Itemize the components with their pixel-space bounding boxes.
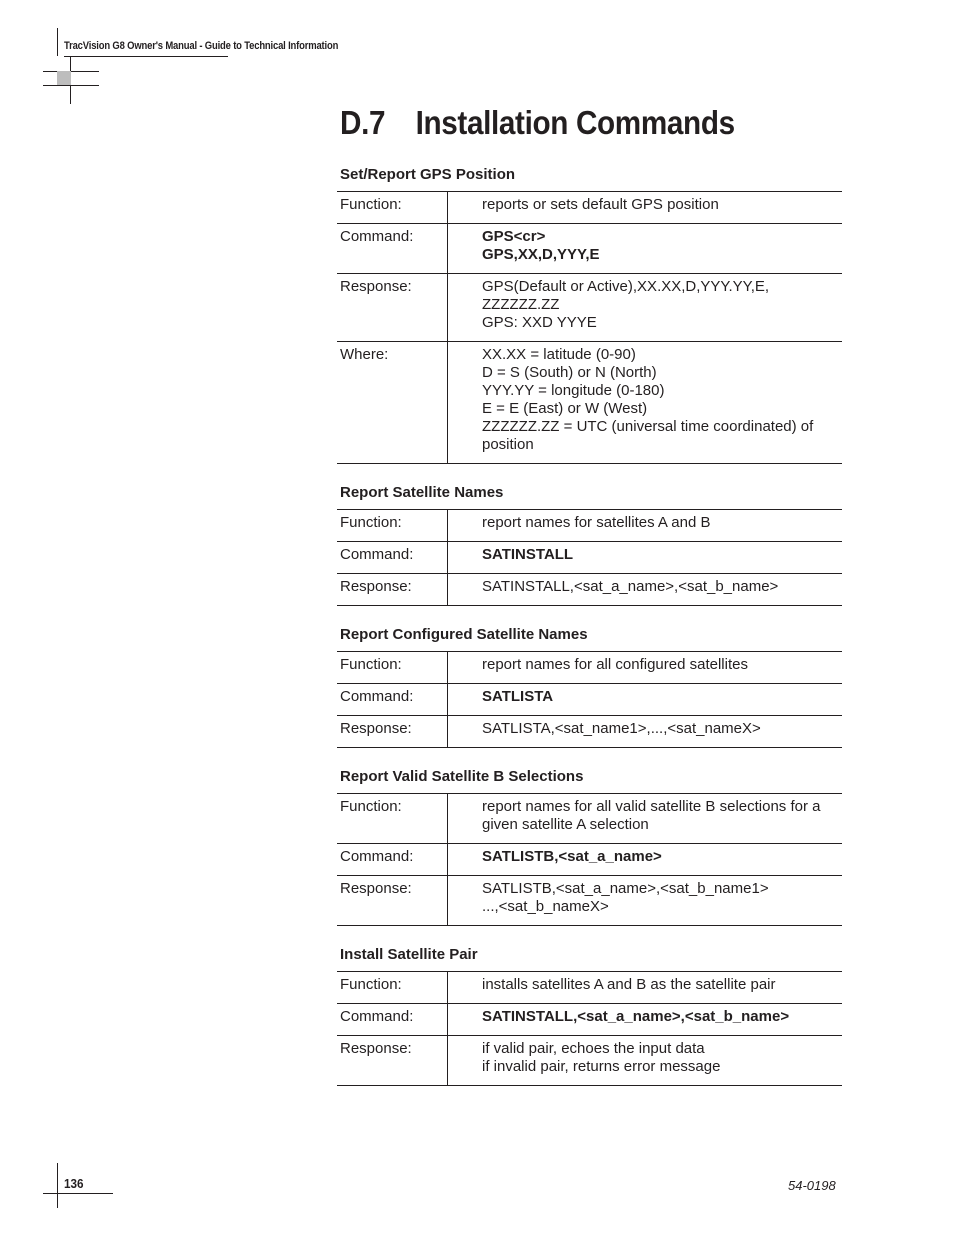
value-line: SATINSTALL,<sat_a_name>,<sat_b_name> (482, 1008, 790, 1025)
row-label: Command: (337, 1004, 448, 1035)
row-label: Command: (337, 224, 448, 273)
row-value (448, 542, 842, 573)
row-label: Response: (337, 716, 448, 747)
row-value (448, 192, 842, 223)
row-label: Response: (337, 1036, 448, 1085)
value-line: GPS<cr> (482, 228, 546, 245)
row-label: Response: (337, 876, 448, 925)
row-value (448, 574, 842, 605)
header-rule (64, 56, 228, 57)
row-value (448, 794, 842, 843)
table-row (337, 192, 842, 224)
value-line: SATLISTB,<sat_a_name>,<sat_b_name1> (482, 880, 769, 897)
value-line: if valid pair, echoes the input data (482, 1040, 705, 1057)
row-value (448, 510, 842, 541)
value-line: position (482, 436, 534, 453)
row-label: Function: (337, 652, 448, 683)
row-label: Response: (337, 274, 448, 341)
row-value (448, 876, 842, 925)
row-label: Command: (337, 844, 448, 875)
value-line: ZZZZZZ.ZZ = UTC (universal time coordinated) of (482, 418, 814, 435)
value-line: GPS: XXD YYYE (482, 314, 597, 331)
row-value (448, 1036, 842, 1085)
command-table (337, 191, 842, 464)
value-line: D = S (South) or N (North) (482, 364, 657, 381)
value-line: if invalid pair, returns error message (482, 1058, 721, 1075)
table-row (337, 224, 842, 274)
row-value (448, 684, 842, 715)
table-row (337, 342, 842, 464)
row-label: Where: (337, 342, 448, 463)
table-row (337, 274, 842, 342)
value-line: report names for satellites A and B (482, 514, 711, 531)
value-line: YYY.YY = longitude (0-180) (482, 382, 665, 399)
value-line: E = E (East) or W (West) (482, 400, 648, 417)
value-line: XX.XX = latitude (0-90) (482, 346, 636, 363)
section-title: Report Valid Satellite B Selections (340, 768, 584, 785)
command-table (337, 651, 842, 748)
row-value (448, 652, 842, 683)
table-row (337, 652, 842, 684)
value-line: report names for all valid satellite B selections for a (482, 798, 821, 815)
page-number: 136 (64, 1176, 84, 1191)
row-value (448, 844, 842, 875)
section-title: Report Configured Satellite Names (340, 626, 588, 643)
page-title (340, 104, 735, 142)
command-table (337, 793, 842, 926)
table-row (337, 684, 842, 716)
value-line: SATINSTALL,<sat_a_name>,<sat_b_name> (482, 578, 779, 595)
row-label: Function: (337, 192, 448, 223)
table-row (337, 574, 842, 606)
table-row (337, 542, 842, 574)
running-header: TracVision G8 Owner's Manual - Guide to Technical Information (64, 40, 339, 52)
command-table (337, 509, 842, 606)
document-number: 54-0198 (788, 1178, 836, 1193)
value-line: report names for all configured satellites (482, 656, 748, 673)
footer-crop-mark-vertical (57, 1163, 58, 1208)
row-label: Command: (337, 684, 448, 715)
value-line: GPS,XX,D,YYY,E (482, 246, 600, 263)
row-value (448, 342, 842, 463)
crop-mark-horizontal (43, 71, 99, 72)
table-row (337, 1036, 842, 1086)
value-line: SATLISTB,<sat_a_name> (482, 848, 662, 865)
registration-square (57, 71, 71, 85)
table-row (337, 716, 842, 748)
row-value (448, 1004, 842, 1035)
value-line: ZZZZZZ.ZZ (482, 296, 560, 313)
row-label: Response: (337, 574, 448, 605)
row-label: Command: (337, 542, 448, 573)
command-table (337, 971, 842, 1086)
table-row (337, 844, 842, 876)
footer-rule (43, 1193, 113, 1194)
value-line: SATINSTALL (482, 546, 574, 563)
table-row (337, 510, 842, 542)
table-row (337, 794, 842, 844)
value-line: GPS(Default or Active),XX.XX,D,YYY.YY,E, (482, 278, 770, 295)
value-line: SATLISTA,<sat_name1>,...,<sat_nameX> (482, 720, 761, 737)
value-line: given satellite A selection (482, 816, 649, 833)
table-row (337, 876, 842, 926)
row-label: Function: (337, 510, 448, 541)
crop-mark-horizontal-2 (43, 85, 99, 86)
row-value (448, 224, 842, 273)
value-line: ...,<sat_b_nameX> (482, 898, 609, 915)
value-line: reports or sets default GPS position (482, 196, 719, 213)
command-sections (337, 166, 842, 1106)
section-number: D.7 (340, 104, 386, 141)
crop-mark-vertical-top (57, 28, 58, 56)
section-title: Install Satellite Pair (340, 946, 478, 963)
row-label: Function: (337, 972, 448, 1003)
row-value (448, 972, 842, 1003)
table-row (337, 972, 842, 1004)
table-row (337, 1004, 842, 1036)
value-line: installs satellites A and B as the satellite pair (482, 976, 776, 993)
row-value (448, 274, 842, 341)
section-title: Set/Report GPS Position (340, 166, 516, 183)
row-label: Function: (337, 794, 448, 843)
section-title: Report Satellite Names (340, 484, 504, 501)
row-value (448, 716, 842, 747)
section-heading: Installation Commands (415, 104, 735, 141)
value-line: SATLISTA (482, 688, 554, 705)
